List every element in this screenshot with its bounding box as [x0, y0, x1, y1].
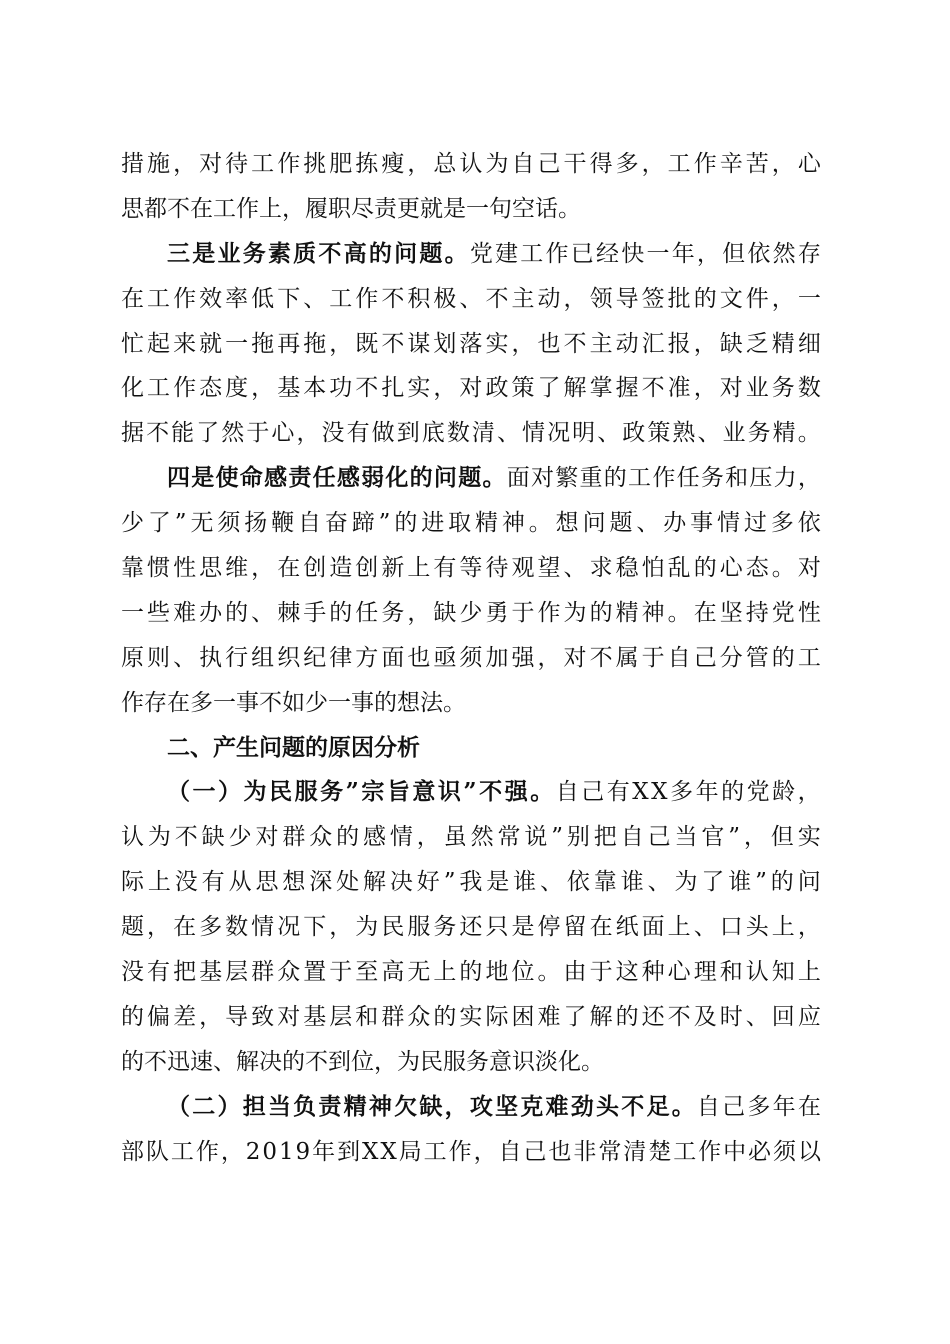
text-line — [121, 366, 821, 411]
justified-line: 际 上 没 有 从 思 想 深 处 解 决 好 ” 我 是 谁 、 依 靠 谁 、 为 了 谁 ” 的 问 — [121, 869, 821, 896]
text-line — [121, 232, 821, 277]
text-line — [121, 636, 821, 681]
text-line — [121, 1130, 821, 1175]
line-text: 的不迅速、解决的不到位，为民服务意识淡化。 — [121, 1048, 604, 1075]
text-line — [121, 142, 821, 187]
justified-line: 化 工 作 态 度 ， 基 本 功 不 扎 实 ， 对 政 策 了 解 掌 握 不 准 ， 对 业 务 数 — [121, 375, 821, 402]
text-line — [121, 322, 821, 367]
text-line — [121, 591, 821, 636]
text-line — [121, 277, 821, 322]
text-line — [121, 815, 821, 860]
text-line — [121, 1085, 821, 1130]
text-line — [121, 995, 821, 1040]
justified-line: （ 二 ） 担 当 负 责 精 神 欠 缺 ， 攻 坚 克 难 劲 头 不 足 。 自 己 多 年 在 — [167, 1092, 821, 1120]
justified-line: 三 是 业 务 素 质 不 高 的 问 题 。 党 建 工 作 已 经 快 一 年 ， 但 依 然 存 — [167, 239, 821, 267]
justified-line: 据 不 能 了 然 于 心 ， 没 有 做 到 底 数 清 、 情 况 明 、 政 策 熟 、 业 务 精 。 — [121, 420, 821, 447]
section-heading — [121, 726, 821, 771]
justified-line: （ 一 ） 为 民 服 务 ” 宗 旨 意 识 ” 不 强 。 自 己 有 X X 多 年 的 党 龄 ， — [167, 778, 821, 806]
text-line — [121, 860, 821, 905]
justified-line: 的 偏 差 ， 导 致 对 基 层 和 群 众 的 实 际 困 难 了 解 的 还 不 及 时 、 回 应 — [121, 1003, 821, 1030]
paragraph-point-three — [121, 232, 821, 456]
justified-line: 靠 惯 性 思 维 ， 在 创 造 创 新 上 有 等 待 观 望 、 求 稳 怕 乱 的 心 态 。 对 — [121, 555, 821, 582]
line-text: 作存在多一事不如少一事的想法。 — [121, 689, 466, 716]
paragraph-cause-one — [121, 770, 821, 1084]
text-line — [121, 770, 821, 815]
justified-line: 原 则 、 执 行 组 织 纪 律 方 面 也 亟 须 加 强 ， 对 不 属 于 自 己 分 管 的 工 — [121, 644, 821, 671]
justified-line: 部 队 工 作 ， 2 0 1 9 年 到 X X 局 工 作 ， 自 己 也 非 常 清 楚 工 作 中 必 须 以 — [121, 1138, 821, 1165]
document-body — [121, 142, 821, 1174]
text-line — [121, 681, 821, 726]
text-line — [121, 905, 821, 950]
text-line — [121, 501, 821, 546]
text-line — [121, 546, 821, 591]
paragraph-cause-two — [121, 1085, 821, 1175]
justified-line: 一 些 难 办 的 、 棘 手 的 任 务 ， 缺 少 勇 于 作 为 的 精 神 。 在 坚 持 党 性 — [121, 599, 821, 626]
text-line — [121, 187, 821, 232]
justified-line: 四 是 使 命 感 责 任 感 弱 化 的 问 题 。 面 对 繁 重 的 工 作 任 务 和 压 力 ， — [167, 464, 821, 492]
text-line — [121, 456, 821, 501]
justified-line: 在 工 作 效 率 低 下 、 工 作 不 积 极 、 不 主 动 ， 领 导 签 批 的 文 件 ， 一 — [121, 285, 821, 312]
justified-line: 少 了 ” 无 须 扬 鞭 自 奋 蹄 ” 的 进 取 精 神 。 想 问 题 、 办 事 情 过 多 依 — [121, 510, 821, 537]
paragraph-continuation — [121, 142, 821, 232]
section-heading-text: 二、产生问题的原因分析 — [167, 734, 420, 761]
justified-line: 题 ， 在 多 数 情 况 下 ， 为 民 服 务 还 只 是 停 留 在 纸 面 上 、 口 头 上 ， — [121, 914, 821, 941]
justified-line: 认 为 不 缺 少 对 群 众 的 感 情 ， 虽 然 常 说 ” 别 把 自 己 当 官 ” ， 但 实 — [121, 824, 821, 851]
line-text: 思都不在工作上，履职尽责更就是一句空话。 — [121, 195, 581, 222]
justified-line: 忙 起 来 就 一 拖 再 拖 ， 既 不 谋 划 落 实 ， 也 不 主 动 汇 报 ， 缺 乏 精 细 — [121, 330, 821, 357]
text-line — [121, 950, 821, 995]
paragraph-point-four — [121, 456, 821, 725]
justified-line: 没 有 把 基 层 群 众 置 于 至 高 无 上 的 地 位 。 由 于 这 种 心 理 和 认 知 上 — [121, 959, 821, 986]
text-line — [121, 411, 821, 456]
justified-line: 措 施 ， 对 待 工 作 挑 肥 拣 瘦 ， 总 认 为 自 己 干 得 多 ， 工 作 辛 苦 ， 心 — [121, 151, 821, 177]
text-line — [121, 1040, 821, 1085]
